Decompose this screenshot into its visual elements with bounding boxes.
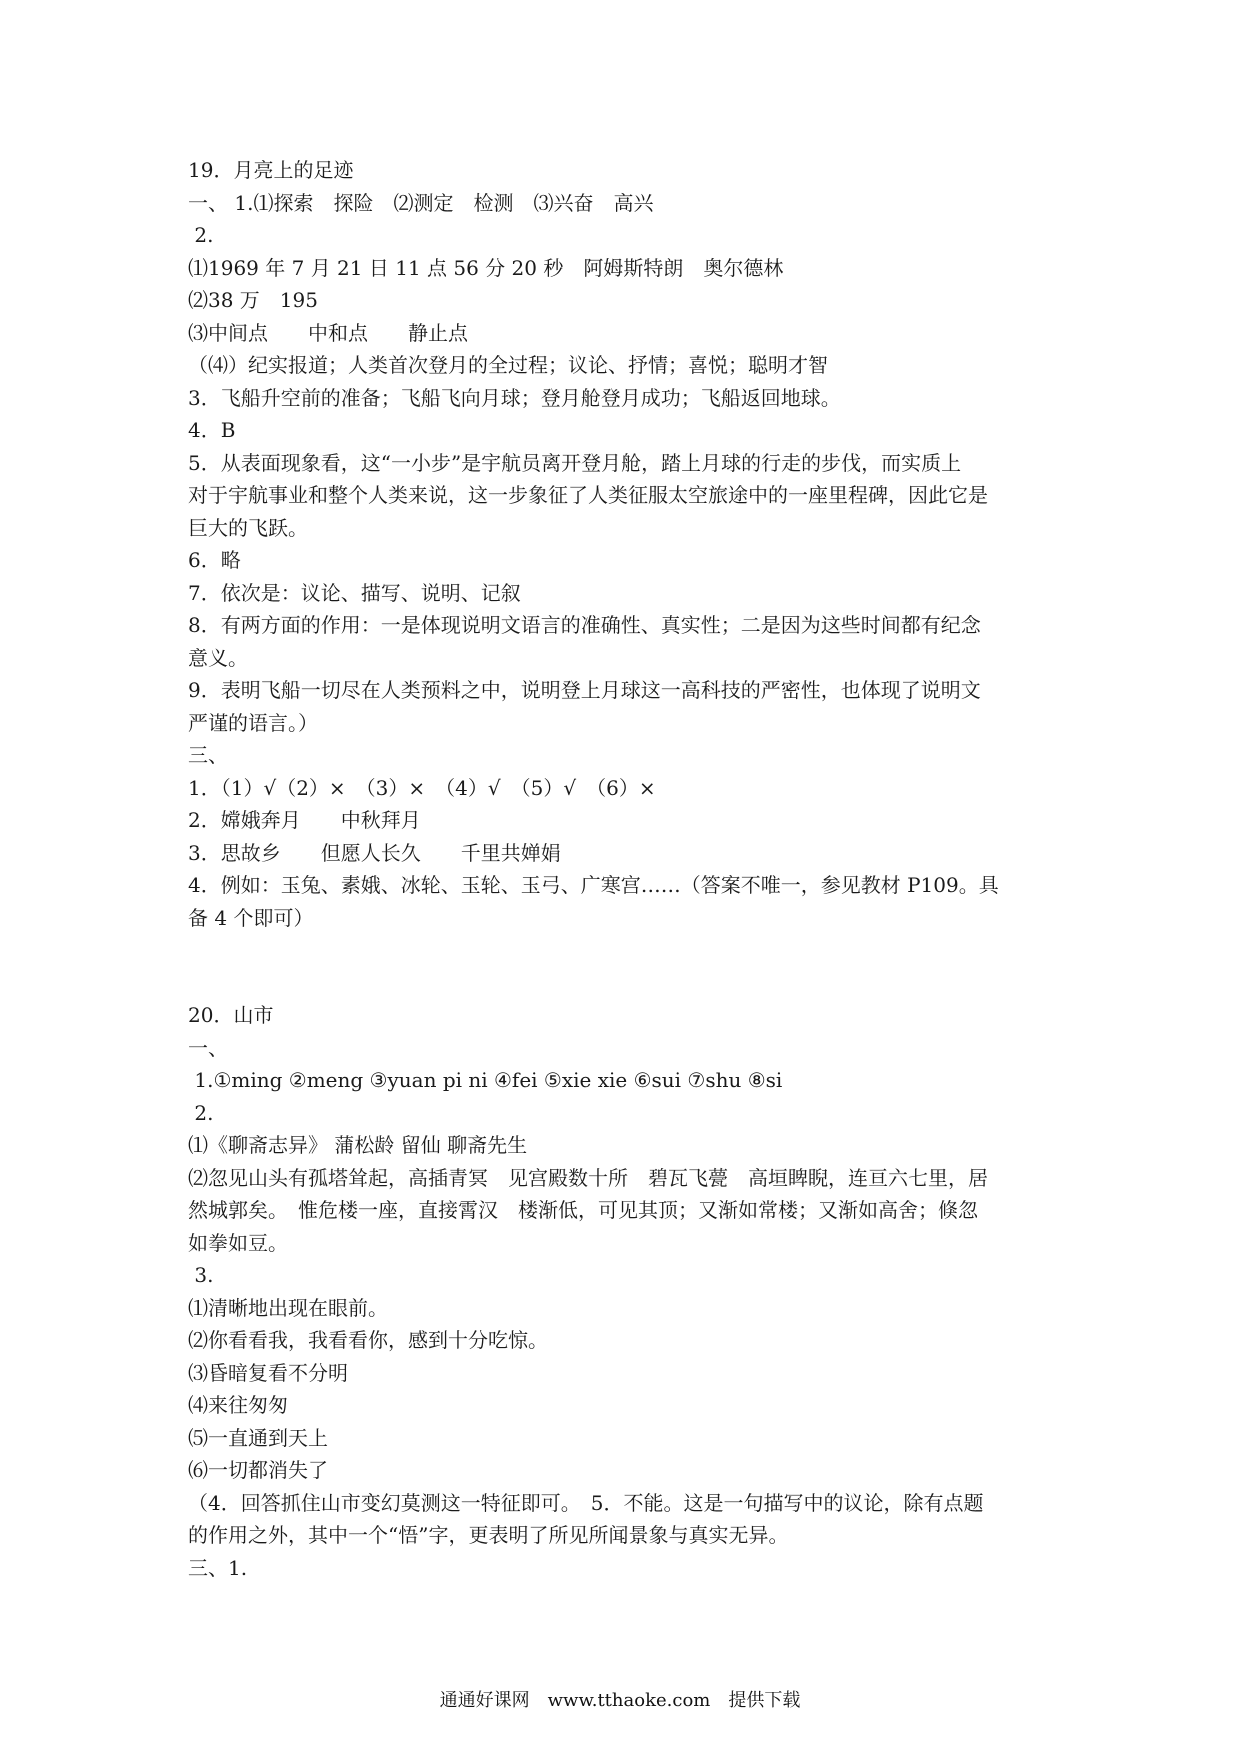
answer-line: 9．表明飞船一切尽在人类预料之中，说明登上月球这一高科技的严密性，也体现了说明文 [188,678,981,702]
answer-line: 意义。 [188,645,248,670]
answer-line: 2. [188,1100,214,1125]
answer-line: 然城郭矣。 惟危楼一座，直接霄汉 楼渐低，可见其顶；又渐如常楼；又渐如高舍；倏忽 [188,1198,978,1222]
section-title: 19．月亮上的足迹 [188,158,354,182]
section-20 [188,999,1068,1584]
answer-line: 4．B [188,418,236,442]
section-19 [188,154,1068,934]
answer-line: 7．依次是：议论、描写、说明、记叙 [188,580,521,605]
answer-line: 严谨的语言。） [188,710,318,735]
answer-line: ⑵忽见山头有孤塔耸起，高插青冥 见宫殿数十所 碧瓦飞甍 高垣睥睨，连亘六七里，居 [188,1165,988,1190]
answer-line: 备 4 个即可） [188,905,314,930]
answer-line: ⑴清晰地出现在眼前。 [188,1295,388,1320]
answer-line: 3．飞船升空前的准备；飞船飞向月球；登月舱登月成功；飞船返回地球。 [188,385,841,410]
answer-line: ⑶中间点 中和点 静止点 [188,320,468,345]
answer-line: 的作用之外，其中一个“悟”字，更表明了所见所闻景象与真实无异。 [188,1523,789,1547]
answer-line: （4．回答抓住山市变幻莫测这一特征即可。 5．不能。这是一句描写中的议论，除有点题 [188,1490,984,1515]
answer-line: 2．嫦娥奔月 中秋拜月 [188,808,421,832]
answer-line: 三、1. [188,1555,248,1580]
section-gap [188,934,1068,999]
answer-line: ⑶昏暗复看不分明 [188,1360,348,1385]
answer-line: 3. [188,1263,214,1287]
answer-line: 巨大的飞跃。 [188,515,308,540]
answer-line: 一、 [188,1035,228,1060]
answer-line: ⑹一切都消失了 [188,1458,328,1482]
answer-line: 6．略 [188,548,241,572]
answer-key-content [188,154,1068,1584]
answer-line: 如拳如豆。 [188,1230,288,1255]
answer-line: ⑷来往匆匆 [188,1393,288,1417]
answer-line: 1．（1）√（2）× （3）× （4）√ （5）√ （6）× [188,775,656,800]
answer-line: 8．有两方面的作用：一是体现说明文语言的准确性、真实性；二是因为这些时间都有纪念 [188,613,981,637]
answer-line: 1.①ming ②meng ③yuan pi ni ④fei ⑤xie xie ⑥sui ⑦shu ⑧si [188,1068,783,1092]
answer-line: 对于宇航事业和整个人类来说，这一步象征了人类征服太空旅途中的一座里程碑，因此它是 [188,483,988,507]
answer-line: ⑵你看看我，我看看你，感到十分吃惊。 [188,1328,548,1352]
answer-line: 三、 [188,743,228,767]
answer-line: 一、 1.⑴探索 探险 ⑵测定 检测 ⑶兴奋 高兴 [188,190,654,215]
answer-line: 5．从表面现象看，这“一小步”是宇航员离开登月舱，踏上月球的行走的步伐，而实质上 [188,450,962,475]
answer-line: 3．思故乡 但愿人长久 千里共婵娟 [188,840,561,865]
answer-line: 4．例如：玉兔、素娥、冰轮、玉轮、玉弓、广寒宫……（答案不唯一，参见教材 P109。具 [188,873,999,897]
answer-line: ⑵38 万 195 [188,288,318,312]
section-title: 20．山市 [188,1003,274,1027]
page-footer: 通通好课网 www.tthaoke.com 提供下载 [439,1690,801,1711]
answer-line: （⑷）纪实报道；人类首次登月的全过程；议论、抒情；喜悦；聪明才智 [188,353,828,377]
answer-line: ⑴1969 年 7 月 21 日 11 点 56 分 20 秒 阿姆斯特朗 奥尔德林 [188,255,784,280]
answer-line: 2. [188,223,214,247]
answer-line: ⑸一直通到天上 [188,1425,328,1450]
answer-line: ⑴《聊斋志异》 蒲松龄 留仙 聊斋先生 [188,1133,528,1157]
